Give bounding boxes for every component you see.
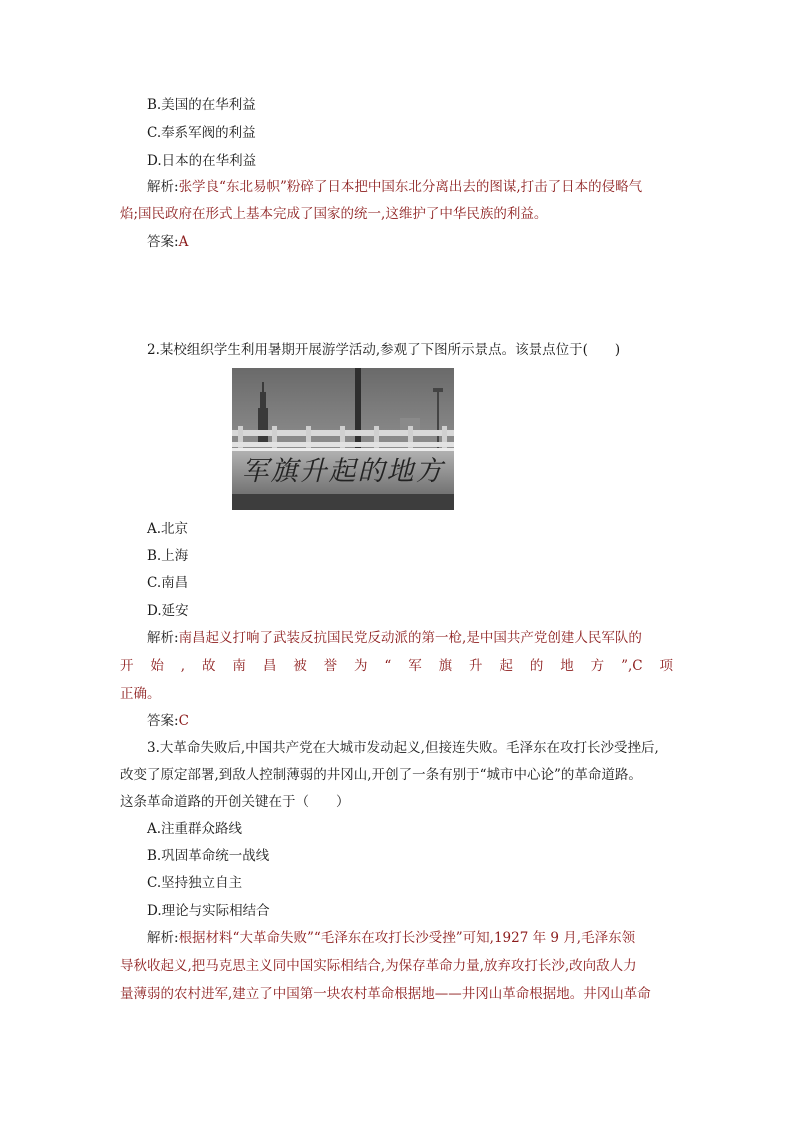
- answer-value: C: [178, 713, 189, 729]
- q3-stem-line3: 这条革命道路的开创关键在于（ ）: [120, 794, 350, 810]
- q3-analysis-line2: 导秋收起义,把马克思主义同中国实际相结合,为保存革命力量,放弃攻打长沙,改向敌人力: [120, 958, 637, 974]
- answer-label: 答案:: [147, 234, 179, 250]
- answer-value: A: [178, 234, 189, 250]
- q1-option-c: C.奉系军阀的利益: [147, 125, 256, 141]
- q2-option-d: D.延安: [147, 603, 189, 619]
- q3-option-d: D.理论与实际相结合: [147, 903, 270, 919]
- q2-option-b: B.上海: [147, 548, 189, 564]
- scenic-spot-photo: [232, 368, 454, 510]
- q1-analysis-line2: 焰;国民政府在形式上基本完成了国家的统一,这维护了中华民族的利益。: [120, 206, 548, 222]
- q2-option-a: A.北京: [147, 521, 189, 537]
- q3-option-a: A.注重群众路线: [147, 821, 243, 837]
- analysis-text: 南昌起义打响了武装反抗国民党反动派的第一枪,是中国共产党创建人民军队的: [178, 630, 642, 646]
- q3-option-b: B.巩固革命统一战线: [147, 848, 270, 864]
- q3-stem-line1: 3.大革命失败后,中国共产党在大城市发动起义,但接连失败。毛泽东在攻打长沙受挫后,: [147, 740, 659, 756]
- q2-option-c: C.南昌: [147, 575, 189, 591]
- q2-answer: [147, 711, 189, 731]
- analysis-label: 解析:: [147, 630, 179, 646]
- analysis-label: 解析:: [147, 179, 179, 195]
- q2-analysis-line2: 开始,故南昌被誉为“军旗升起的地方”,C项: [120, 658, 673, 674]
- analysis-text: 张学良“东北易帜”粉碎了日本把中国东北分离出去的图谋,打击了日本的侵略气: [178, 179, 643, 195]
- q1-analysis-line1: [147, 177, 642, 197]
- q3-stem-line2: 改变了原定部署,到敌人控制薄弱的井冈山,开创了一条有别于“城市中心论”的革命道路。: [120, 767, 642, 783]
- q3-option-c: C.坚持独立自主: [147, 875, 243, 891]
- q2-analysis-line3: 正确。: [120, 686, 161, 702]
- analysis-text: 根据材料“大革命失败”“毛泽东在攻打长沙受挫”可知,1927 年 9 月,毛泽东领: [178, 930, 636, 946]
- photo-inscription: 军旗升起的地方: [241, 456, 445, 487]
- q1-answer: [147, 232, 188, 252]
- analysis-label: 解析:: [147, 930, 179, 946]
- q2-stem: 2.某校组织学生利用暑期开展游学活动,参观了下图所示景点。该景点位于( ): [147, 342, 621, 358]
- q3-analysis-line3: 量薄弱的农村进军,建立了中国第一块农村革命根据地——井冈山革命根据地。井冈山革命: [120, 986, 651, 1002]
- q2-analysis-line1: [147, 628, 642, 648]
- answer-label: 答案:: [147, 713, 179, 729]
- q1-option-b: B.美国的在华利益: [147, 97, 256, 113]
- q3-analysis-line1: [147, 928, 635, 948]
- q1-option-d: D.日本的在华利益: [147, 153, 257, 169]
